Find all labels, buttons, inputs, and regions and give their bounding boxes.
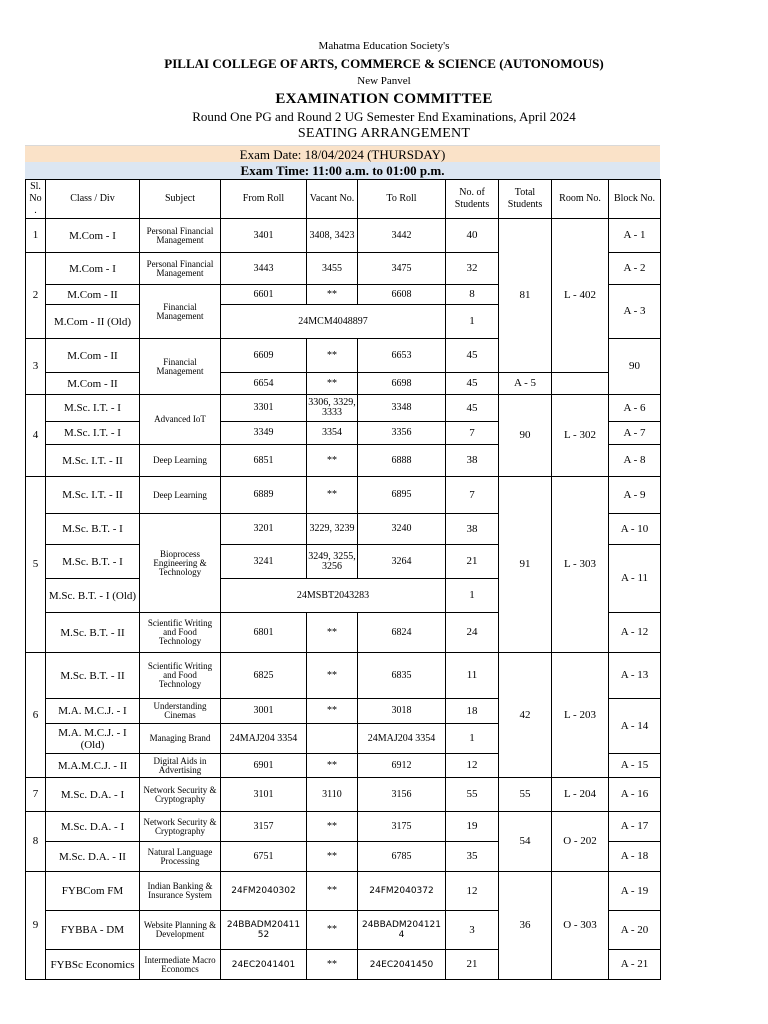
subject: Intermediate Macro Economcs	[140, 950, 221, 980]
block-number: A - 18	[609, 842, 661, 872]
class-div: M.Sc. D.A. - I	[46, 778, 140, 812]
subject: Website Planning & Development	[140, 911, 221, 950]
col-header-class: Class / Div	[46, 180, 140, 219]
vacant-no: 3229, 3239	[307, 514, 358, 545]
from-roll: 6801	[221, 613, 307, 653]
table-row	[26, 219, 661, 253]
block-number: A - 1	[609, 219, 661, 253]
document-title: SEATING ARRANGEMENT	[297, 126, 471, 141]
from-roll: 6609	[221, 339, 307, 373]
exam-name: Round One PG and Round 2 UG Semester End Examinations, April 2024	[192, 109, 576, 124]
to-roll: 3348	[358, 395, 446, 422]
student-count: 24	[446, 613, 499, 653]
subject: Financial Management	[140, 285, 221, 339]
col-header-block: Block No.	[609, 180, 661, 219]
to-roll: 6835	[358, 653, 446, 699]
subject: Bioprocess Engineering & Technology	[140, 514, 221, 613]
class-div: FYBSc Economics	[46, 950, 140, 980]
vacant-no: **	[307, 911, 358, 950]
total-students: 42	[499, 653, 552, 778]
block-number: A - 17	[609, 812, 661, 842]
to-roll: 6912	[358, 754, 446, 778]
table-row	[26, 872, 661, 911]
class-div: M.A. M.C.J. - I (Old)	[46, 724, 140, 754]
block-number: A - 6	[609, 395, 661, 422]
subject: Deep Learning	[140, 445, 221, 477]
block-number: A - 15	[609, 754, 661, 778]
student-count: 11	[446, 653, 499, 699]
student-count: 32	[446, 253, 499, 285]
class-div: M.A. M.C.J. - I	[46, 699, 140, 724]
to-roll: 24MAJ204 3354	[358, 724, 446, 754]
vacant-no: **	[307, 754, 358, 778]
college-name: PILLAI COLLEGE OF ARTS, COMMERCE & SCIENCE (AUTONOMOUS)	[164, 56, 604, 71]
sl-number: 9	[26, 872, 46, 980]
to-roll: 6785	[358, 842, 446, 872]
vacant-no: **	[307, 842, 358, 872]
student-count: 19	[446, 812, 499, 842]
from-roll: 3101	[221, 778, 307, 812]
subject: Network Security & Cryptography	[140, 812, 221, 842]
from-roll: 3349	[221, 422, 307, 445]
student-count: 21	[446, 950, 499, 980]
student-count: 3	[446, 911, 499, 950]
block-number: A - 16	[609, 778, 661, 812]
room-number: L - 203	[552, 653, 609, 778]
class-div: M.Com - I	[46, 253, 140, 285]
from-roll: 3001	[221, 699, 307, 724]
col-header-vacant: Vacant No.	[307, 180, 358, 219]
from-roll: 6825	[221, 653, 307, 699]
to-roll: 3240	[358, 514, 446, 545]
block-number: A - 12	[609, 613, 661, 653]
sl-number: 3	[26, 339, 46, 395]
sl-number: 2	[26, 253, 46, 339]
class-div: M.Com - I	[46, 219, 140, 253]
class-div: M.Sc. B.T. - I	[46, 545, 140, 579]
from-roll: 6751	[221, 842, 307, 872]
block-number: A - 19	[609, 872, 661, 911]
vacant-no: **	[307, 613, 358, 653]
from-roll: 3301	[221, 395, 307, 422]
vacant-no: 3408, 3423	[307, 219, 358, 253]
student-count: 55	[446, 778, 499, 812]
table-row	[26, 812, 661, 842]
class-div: M.Sc. D.A. - I	[46, 812, 140, 842]
to-roll: 3356	[358, 422, 446, 445]
student-count: 38	[446, 445, 499, 477]
sl-number: 6	[26, 653, 46, 778]
class-div: FYBBA - DM	[46, 911, 140, 950]
student-count: 8	[446, 285, 499, 305]
col-header-subject: Subject	[140, 180, 221, 219]
class-div: M.A.M.C.J. - II	[46, 754, 140, 778]
from-roll: 6654	[221, 373, 307, 395]
total-students: 55	[499, 778, 552, 812]
table-row	[26, 477, 661, 514]
room-number: O - 303	[552, 872, 609, 980]
table-row	[26, 373, 661, 395]
student-count: 45	[446, 373, 499, 395]
vacant-no: **	[307, 477, 358, 514]
block-number: A - 11	[609, 545, 661, 613]
to-roll: 6608	[358, 285, 446, 305]
block-number: A - 7	[609, 422, 661, 445]
class-div: M.Sc. B.T. - II	[46, 613, 140, 653]
student-count: 35	[446, 842, 499, 872]
class-div: M.Sc. B.T. - I	[46, 514, 140, 545]
vacant-no: **	[307, 339, 358, 373]
subject: Digital Aids in Advertising	[140, 754, 221, 778]
sl-number: 5	[26, 477, 46, 653]
sl-number: 4	[26, 395, 46, 477]
vacant-no: **	[307, 373, 358, 395]
subject: Indian Banking & Insurance System	[140, 872, 221, 911]
from-roll: 6901	[221, 754, 307, 778]
to-roll: 3175	[358, 812, 446, 842]
from-roll: 3201	[221, 514, 307, 545]
student-count: 1	[446, 305, 499, 339]
room-number: L - 303	[552, 477, 609, 653]
room-number: L - 302	[552, 395, 609, 477]
total-students: 90	[499, 395, 552, 477]
vacant-no: **	[307, 950, 358, 980]
from-roll: 24EC2041401	[221, 950, 307, 980]
table-header-row	[26, 180, 661, 219]
to-roll: 24FM2040372	[358, 872, 446, 911]
class-div: FYBCom FM	[46, 872, 140, 911]
student-count: 7	[446, 477, 499, 514]
table-row	[26, 395, 661, 422]
student-count: 40	[446, 219, 499, 253]
subject: Personal Financial Management	[140, 253, 221, 285]
student-count: 7	[446, 422, 499, 445]
subject: Advanced IoT	[140, 395, 221, 445]
subject: Natural Language Processing	[140, 842, 221, 872]
class-div: M.Com - II	[46, 285, 140, 305]
from-roll: 6889	[221, 477, 307, 514]
block-number: A - 13	[609, 653, 661, 699]
block-number: A - 2	[609, 253, 661, 285]
room-number: O - 202	[552, 812, 609, 872]
student-count: 45	[446, 395, 499, 422]
to-roll: 3264	[358, 545, 446, 579]
class-div: M.Com - II	[46, 373, 140, 395]
student-count: 1	[446, 724, 499, 754]
roll-number-merged: 24MSBT2043283	[221, 579, 446, 613]
table-row	[26, 778, 661, 812]
to-roll: 6653	[358, 339, 446, 373]
to-roll: 3475	[358, 253, 446, 285]
from-roll: 3157	[221, 812, 307, 842]
total-students: 81	[499, 219, 552, 373]
to-roll: 6824	[358, 613, 446, 653]
exam-time-band: Exam Time: 11:00 a.m. to 01:00 p.m.	[25, 162, 660, 179]
block-number: A - 20	[609, 911, 661, 950]
class-div: M.Sc. I.T. - I	[46, 395, 140, 422]
subject: Deep Learning	[140, 477, 221, 514]
student-count: 12	[446, 872, 499, 911]
college-location: New Panvel	[357, 75, 411, 87]
from-roll: 6601	[221, 285, 307, 305]
vacant-no: 3455	[307, 253, 358, 285]
block-number: A - 10	[609, 514, 661, 545]
vacant-no: **	[307, 285, 358, 305]
class-div: M.Sc. I.T. - II	[46, 445, 140, 477]
block-number: A - 8	[609, 445, 661, 477]
vacant-no: **	[307, 445, 358, 477]
student-count: 1	[446, 579, 499, 613]
student-count: 18	[446, 699, 499, 724]
room-number: L - 204	[552, 778, 609, 812]
to-roll: 3018	[358, 699, 446, 724]
block-number: A - 14	[609, 699, 661, 754]
table-row	[26, 653, 661, 699]
subject: Managing Brand	[140, 724, 221, 754]
from-roll: 3401	[221, 219, 307, 253]
committee-title: EXAMINATION COMMITTEE	[275, 91, 493, 107]
to-roll: 6888	[358, 445, 446, 477]
sl-number: 1	[26, 219, 46, 253]
seating-table	[25, 179, 661, 980]
class-div: M.Sc. D.A. - II	[46, 842, 140, 872]
subject: Personal Financial Management	[140, 219, 221, 253]
subject: Understanding Cinemas	[140, 699, 221, 724]
col-header-to-roll: To Roll	[358, 180, 446, 219]
exam-date-band: Exam Date: 18/04/2024 (THURSDAY)	[25, 145, 660, 163]
class-div: M.Sc. B.T. - II	[46, 653, 140, 699]
from-roll: 24BBADM20411 52	[221, 911, 307, 950]
subject: Network Security & Cryptography	[140, 778, 221, 812]
block-number: A - 3	[609, 285, 661, 339]
subject: Scientific Writing and Food Technology	[140, 613, 221, 653]
vacant-no: **	[307, 812, 358, 842]
sl-number: 8	[26, 812, 46, 872]
to-roll: 6698	[358, 373, 446, 395]
total-students: 91	[499, 477, 552, 653]
class-div: M.Sc. I.T. - I	[46, 422, 140, 445]
society-name: Mahatma Education Society's	[318, 40, 450, 52]
class-div: M.Sc. I.T. - II	[46, 477, 140, 514]
total-students: 54	[499, 812, 552, 872]
class-div: M.Com - II (Old)	[46, 305, 140, 339]
col-header-sl: Sl. No .	[26, 180, 46, 219]
to-roll: 24BBADM204121 4	[358, 911, 446, 950]
subject: Financial Management	[140, 339, 221, 395]
to-roll: 3442	[358, 219, 446, 253]
vacant-no: 3354	[307, 422, 358, 445]
student-count: 21	[446, 545, 499, 579]
vacant-no: **	[307, 653, 358, 699]
subject: Scientific Writing and Food Technology	[140, 653, 221, 699]
from-roll: 6851	[221, 445, 307, 477]
to-roll: 24EC2041450	[358, 950, 446, 980]
col-header-from-roll: From Roll	[221, 180, 307, 219]
col-header-students: No. of Students	[446, 180, 499, 219]
class-div: M.Com - II	[46, 339, 140, 373]
from-roll: 3241	[221, 545, 307, 579]
from-roll: 24FM2040302	[221, 872, 307, 911]
vacant-no: **	[307, 699, 358, 724]
col-header-total: Total Students	[499, 180, 552, 219]
block-number: A - 5	[499, 373, 552, 395]
vacant-no: **	[307, 872, 358, 911]
vacant-no: 3110	[307, 778, 358, 812]
vacant-no: 3306, 3329, 3333	[307, 395, 358, 422]
student-count: 38	[446, 514, 499, 545]
block-number: A - 9	[609, 477, 661, 514]
class-div: M.Sc. B.T. - I (Old)	[46, 579, 140, 613]
sl-number: 7	[26, 778, 46, 812]
total-students: 90	[609, 339, 661, 395]
block-number: A - 21	[609, 950, 661, 980]
student-count: 12	[446, 754, 499, 778]
col-header-room: Room No.	[552, 180, 609, 219]
vacant-no: 3249, 3255, 3256	[307, 545, 358, 579]
from-roll: 24MAJ204 3354	[221, 724, 307, 754]
to-roll: 3156	[358, 778, 446, 812]
to-roll: 6895	[358, 477, 446, 514]
student-count: 45	[446, 339, 499, 373]
roll-number-merged: 24MCM4048897	[221, 305, 446, 339]
room-number: L - 402	[552, 219, 609, 373]
vacant-no	[307, 724, 358, 754]
total-students: 36	[499, 872, 552, 980]
from-roll: 3443	[221, 253, 307, 285]
